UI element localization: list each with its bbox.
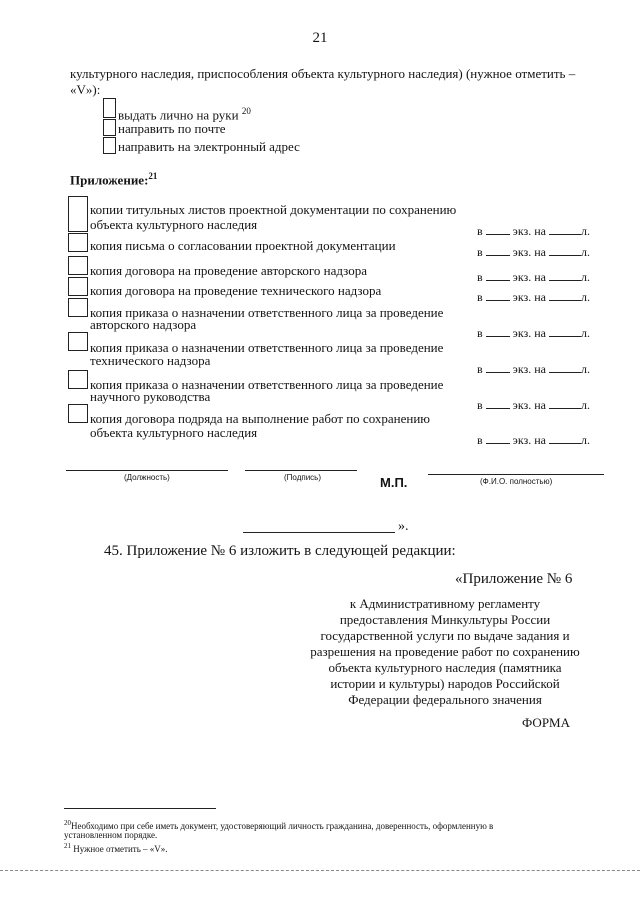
attachment-8-line-1: копия договора подряда на выполнение работ по сохранению	[90, 411, 431, 426]
attachment-7-quantity: в экз. на л.	[477, 398, 590, 412]
checkbox-attachment-6[interactable]	[68, 332, 88, 351]
annex-ref-line-5: объекта культурного наследия (памятника	[328, 660, 562, 675]
attachment-3-quantity: в экз. на л.	[477, 270, 590, 284]
intro-line-1: культурного наследия, приспособления объекта культурного наследия) (нужное отметить –	[70, 66, 576, 81]
checkbox-deliver-in-person[interactable]	[103, 98, 116, 118]
footnote-21: $^{21}$ Нужное отметить – «V».	[64, 842, 168, 854]
footnote-20-line-1: $^{20}$Необходимо при себе иметь документ, удостоверяющий личность гражданина, доверенность, оформленную в	[64, 819, 494, 831]
form-label: ФОРМА	[522, 715, 570, 730]
annex-reference-block	[300, 596, 590, 708]
page-number: 21	[312, 30, 328, 46]
attachment-1-line-2: объекта культурного наследия	[90, 217, 258, 232]
attachment-6-line-2: технического надзора	[90, 353, 211, 368]
annex-ref-line-3: государственной услуги по выдаче задания и	[320, 628, 570, 643]
annex-ref-line-1: к Административному регламенту	[349, 596, 541, 611]
stamp-place: М.П.	[380, 475, 408, 490]
signature-caption: (Подпись)	[284, 473, 321, 482]
annex-title: «Приложение № 6	[455, 571, 573, 587]
attachment-5-line-1: копия приказа о назначении ответственного лица за проведение	[90, 305, 444, 320]
attachment-6-quantity: в экз. на л.	[477, 362, 590, 376]
full-name-line[interactable]	[428, 474, 604, 475]
checkbox-attachment-3[interactable]	[68, 256, 88, 275]
attachment-5-line-2: авторского надзора	[90, 317, 197, 332]
checkbox-send-by-mail[interactable]	[103, 119, 116, 136]
checkbox-attachment-1[interactable]	[68, 196, 88, 232]
attachment-1-quantity: в экз. на л.	[477, 224, 590, 238]
attachment-3-line-1: копия договора на проведение авторского надзора	[90, 263, 368, 278]
position-line[interactable]	[66, 470, 228, 471]
full-name-caption: (Ф.И.О. полностью)	[480, 477, 553, 486]
attachment-7-line-2: научного руководства	[90, 389, 211, 404]
attachment-7-line-1: копия приказа о назначении ответственного лица за проведение	[90, 377, 444, 392]
option-deliver-in-person: выдать лично на руки $^{20}$	[118, 106, 251, 123]
attachment-6-line-1: копия приказа о назначении ответственного лица за проведение	[90, 340, 444, 355]
attachments-heading: Приложение:$^{21}$	[70, 171, 158, 188]
annex-ref-line-6: истории и культуры) народов Российской	[330, 676, 560, 691]
attachment-4-quantity: в экз. на л.	[477, 290, 590, 304]
attachment-4-line-1: копия договора на проведение технического надзора	[90, 283, 382, 298]
scan-edge-line	[0, 870, 640, 871]
position-caption: (Должность)	[124, 473, 170, 482]
attachment-8-quantity: в экз. на л.	[477, 433, 590, 447]
attachment-1-line-1: копии титульных листов проектной документации по сохранению	[90, 202, 457, 217]
checkbox-attachment-7[interactable]	[68, 370, 88, 389]
checkbox-attachment-5[interactable]	[68, 298, 88, 317]
closing-line	[243, 532, 395, 533]
checkbox-attachment-2[interactable]	[68, 233, 88, 252]
intro-line-2: «V»):	[70, 82, 101, 97]
attachment-5-quantity: в экз. на л.	[477, 326, 590, 340]
annex-ref-line-2: предоставления Минкультуры России	[339, 612, 551, 627]
checkbox-attachment-4[interactable]	[68, 277, 88, 296]
attachment-2-line-1: копия письма о согласовании проектной документации	[90, 238, 396, 253]
signature-line[interactable]	[245, 470, 357, 471]
annex-ref-line-7: Федерации федерального значения	[348, 692, 542, 707]
attachment-2-quantity: в экз. на л.	[477, 245, 590, 259]
option-send-by-mail: направить по почте	[118, 121, 226, 136]
checkbox-attachment-8[interactable]	[68, 404, 88, 423]
checkbox-send-email[interactable]	[103, 137, 116, 154]
closing-mark: ».	[398, 519, 409, 534]
footnote-separator	[64, 808, 216, 809]
attachment-8-line-2: объекта культурного наследия	[90, 425, 258, 440]
footnote-20-line-2: установленном порядке.	[64, 830, 158, 840]
item-45-text: 45. Приложение № 6 изложить в следующей редакции:	[104, 543, 456, 559]
annex-ref-line-4: разрешения на проведение работ по сохранению	[310, 644, 580, 659]
option-send-email: направить на электронный адрес	[118, 139, 300, 154]
